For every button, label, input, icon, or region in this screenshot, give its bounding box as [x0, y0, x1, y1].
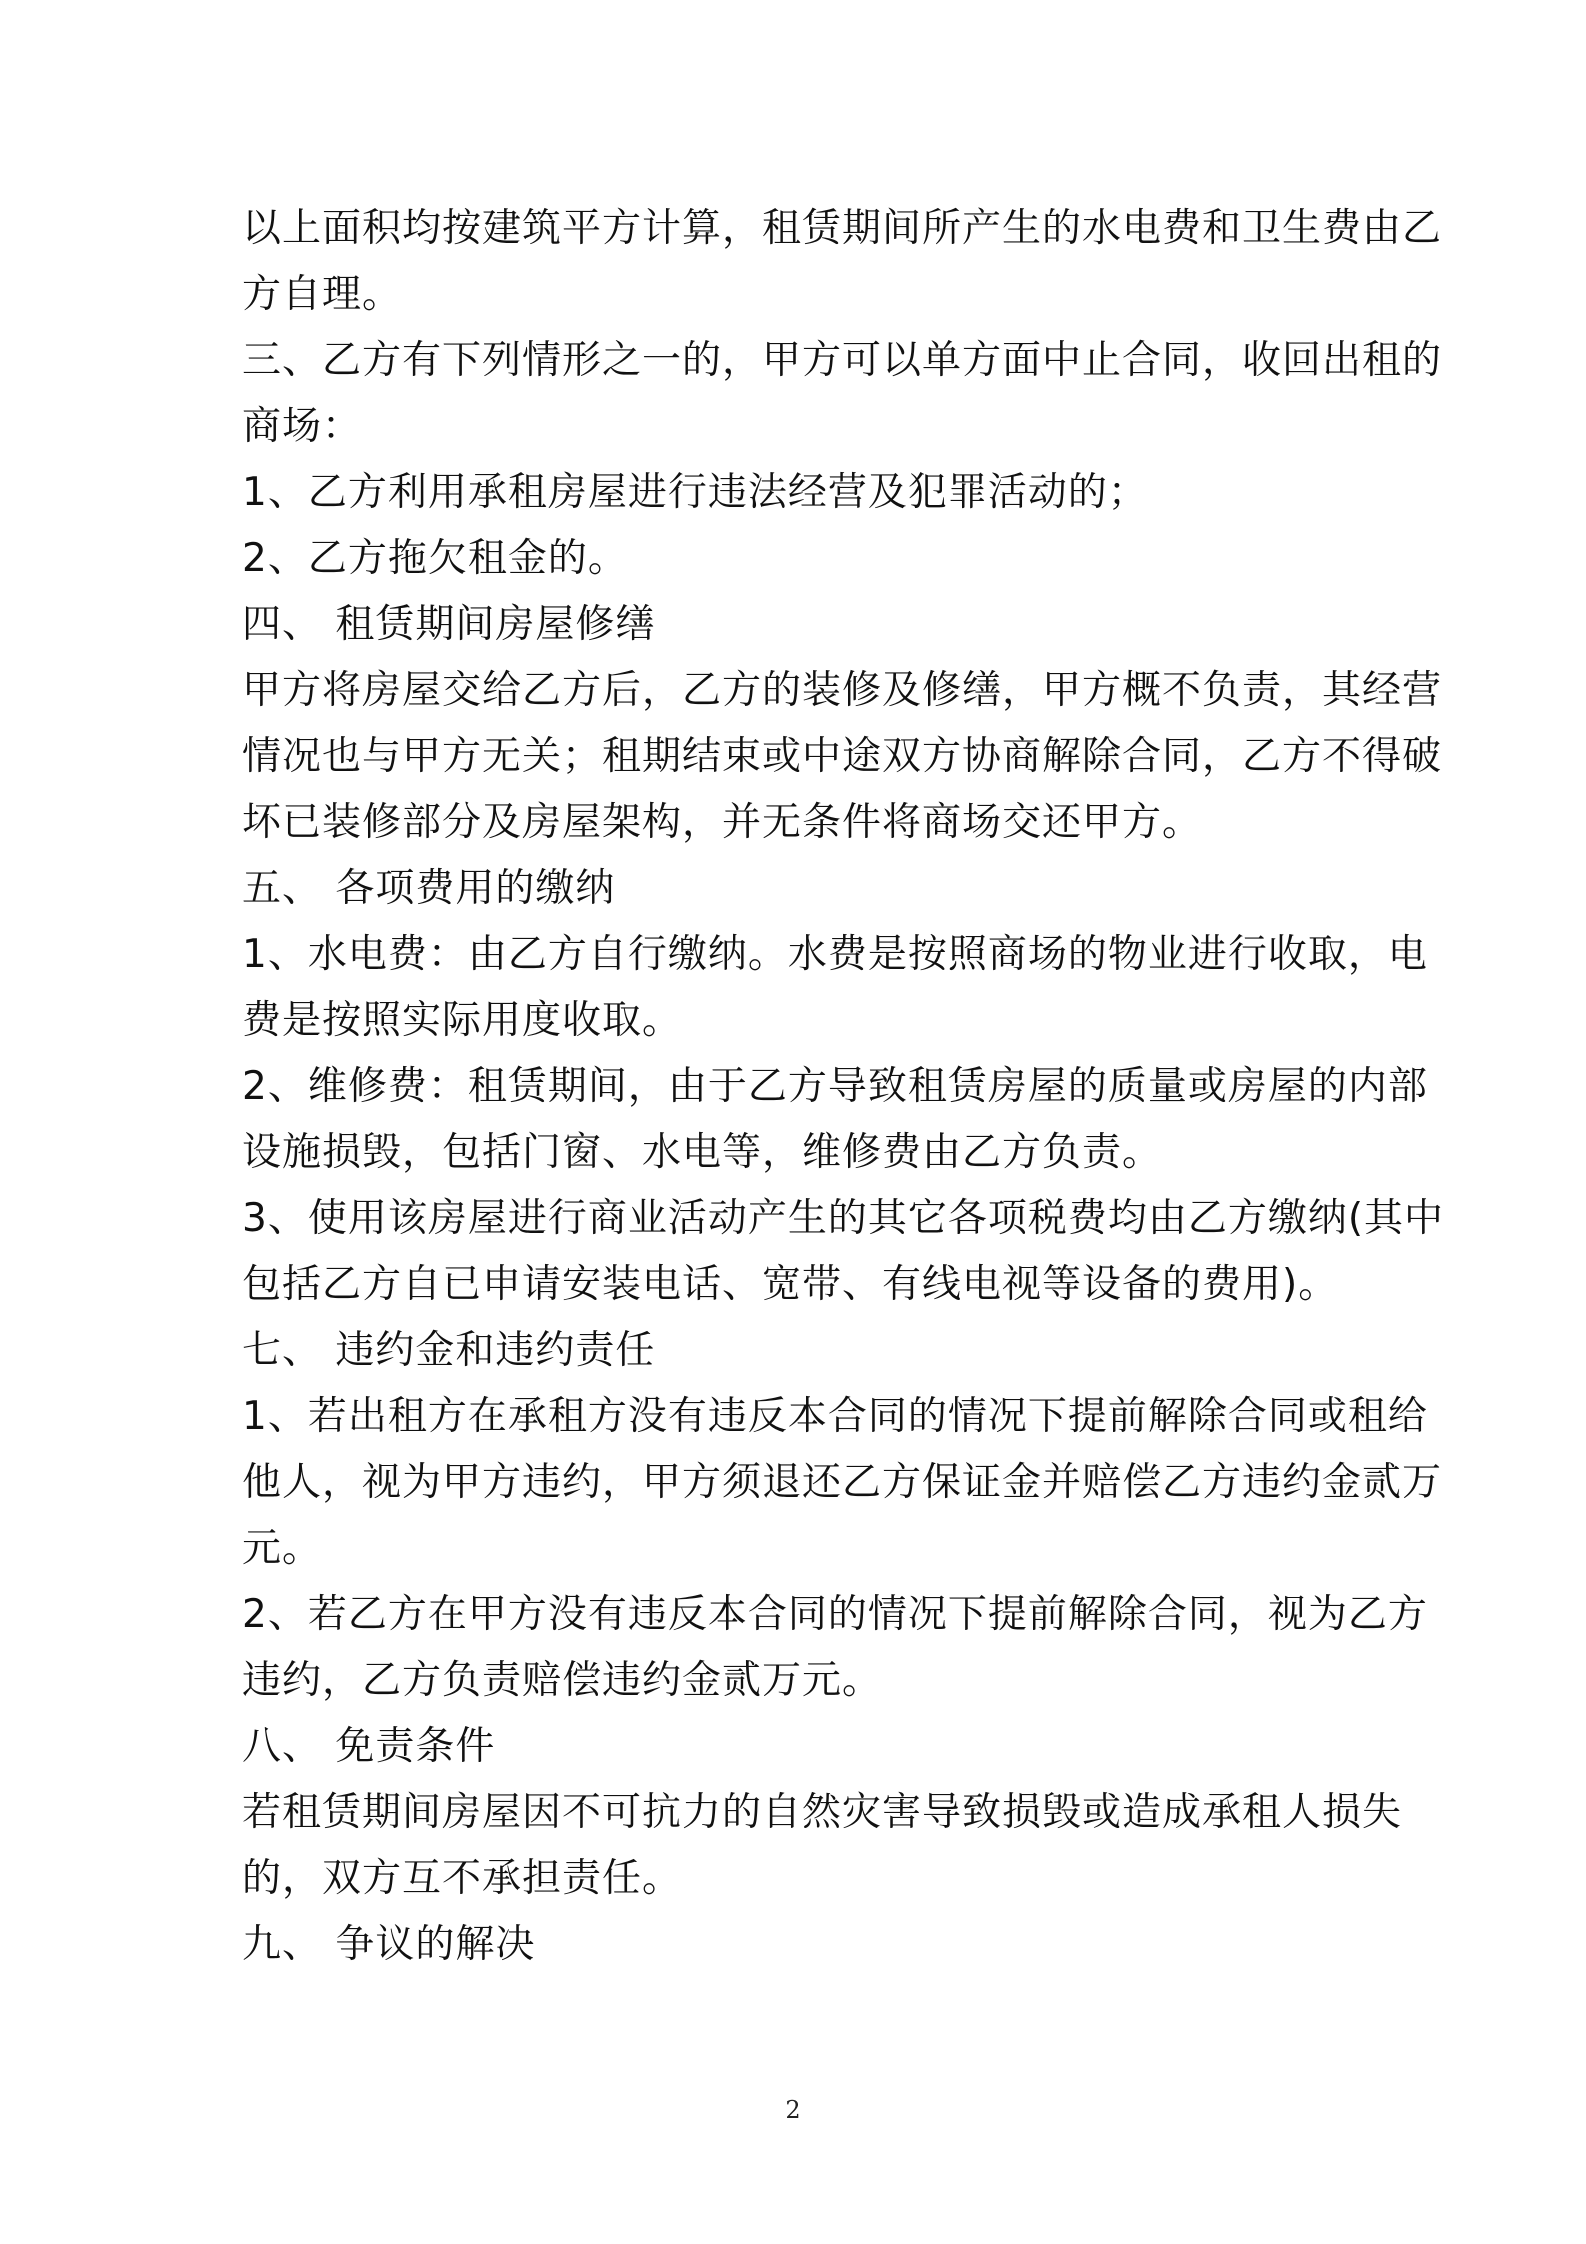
section-heading: 九、 争议的解决: [242, 1922, 536, 1967]
body-line: 他人，视为甲方违约，甲方须退还乙方保证金并赔偿乙方违约金贰万: [242, 1460, 1443, 1505]
list-item: 1、乙方利用承租房屋进行违法经营及犯罪活动的；: [242, 470, 1148, 515]
section-heading: 四、 租赁期间房屋修缮: [242, 602, 656, 647]
body-line: 情况也与甲方无关；租期结束或中途双方协商解除合同，乙方不得破: [242, 734, 1443, 779]
body-line: 若租赁期间房屋因不可抗力的自然灾害导致损毁或造成承租人损失: [242, 1790, 1403, 1835]
section-heading: 五、 各项费用的缴纳: [242, 866, 616, 911]
list-item: 2、若乙方在甲方没有违反本合同的情况下提前解除合同，视为乙方: [242, 1592, 1428, 1637]
body-line: 的，双方互不承担责任。: [242, 1856, 683, 1901]
body-line: 以上面积均按建筑平方计算，租赁期间所产生的水电费和卫生费由乙: [242, 206, 1443, 251]
list-item: 1、水电费：由乙方自行缴纳。水费是按照商场的物业进行收取，电: [242, 932, 1428, 977]
body-line: 商场：: [242, 404, 363, 449]
body-line: 甲方将房屋交给乙方后，乙方的装修及修缮，甲方概不负责，其经营: [242, 668, 1443, 713]
body-line: 费是按照实际用度收取。: [242, 998, 683, 1043]
page-number: 2: [785, 2096, 801, 2124]
body-line: 包括乙方自已申请安装电话、宽带、有线电视等设备的费用)。: [242, 1262, 1339, 1307]
list-item: 2、乙方拖欠租金的。: [242, 536, 628, 581]
body-line: 方自理。: [242, 272, 403, 317]
list-item: 1、若出租方在承租方没有违反本合同的情况下提前解除合同或租给: [242, 1394, 1428, 1439]
list-item: 3、使用该房屋进行商业活动产生的其它各项税费均由乙方缴纳(其中: [242, 1196, 1445, 1241]
body-line: 元。: [242, 1526, 323, 1571]
section-heading: 三、乙方有下列情形之一的，甲方可以单方面中止合同，收回出租的: [242, 338, 1443, 383]
body-line: 设施损毁，包括门窗、水电等，维修费由乙方负责。: [242, 1130, 1163, 1175]
body-line: 坏已装修部分及房屋架构，并无条件将商场交还甲方。: [242, 800, 1203, 845]
body-line: 违约，乙方负责赔偿违约金贰万元。: [242, 1658, 883, 1703]
list-item: 2、维修费：租赁期间，由于乙方导致租赁房屋的质量或房屋的内部: [242, 1064, 1428, 1109]
section-heading: 八、 免责条件: [242, 1724, 496, 1769]
section-heading: 七、 违约金和违约责任: [242, 1328, 656, 1373]
contract-body: [242, 196, 1445, 1978]
